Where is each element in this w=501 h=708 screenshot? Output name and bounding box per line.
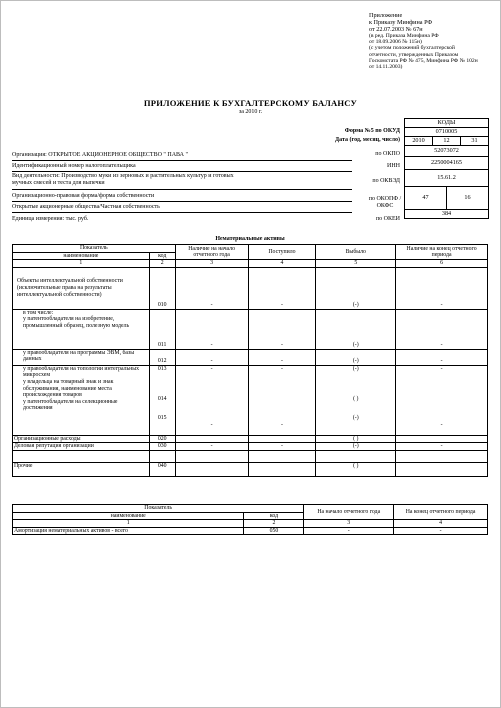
name-header: наименование [13,252,150,260]
row-start [175,462,248,476]
table-row [13,267,488,309]
column-number: 4 [248,260,316,268]
column-number: 5 [316,260,396,268]
received-header: Поступило [248,245,316,260]
row-name: Прочие [13,462,150,476]
start-header: Наличие на начало отчетного года [175,245,248,260]
note-line: Приложение [369,12,403,19]
row-code: 050 [244,527,304,535]
ownership-label: Открытые акционерные общества/Частная собственность [12,204,160,210]
row-code-text: 014 [157,396,167,403]
row-code: 010 [149,267,175,309]
row-received [248,450,316,462]
okud-label: Форма №5 по ОКУД [344,128,400,134]
name-header: наименование [13,512,244,520]
row-name [13,309,150,349]
column-number: 1 [13,520,244,528]
row-name [13,450,150,462]
column-number: 3 [304,520,394,528]
row-end: - [396,443,488,451]
row-value: ( ) [353,396,359,403]
okpo-label: по ОКПО [375,151,400,157]
note-line: отчетности, утвержденных Приказом [369,51,459,58]
column-number: 2 [149,260,175,268]
note-line: от 18.09.2006 № 115н) [369,39,422,46]
row-value: - [280,422,283,429]
note-line: к Приказу Минфина РФ [369,19,433,26]
okpo-value: 52073072 [405,146,488,157]
row-value: - [210,422,213,429]
row-code: 011 [149,309,175,349]
column-number: 2 [244,520,304,528]
column-number: 4 [394,520,488,528]
row-start [175,450,248,462]
okud-value: 0710005 [405,128,488,137]
row-end [396,365,488,435]
column-number: 1 [13,260,150,268]
okei-label: по ОКЕИ [375,216,400,222]
regulation-note [369,12,497,70]
row-name: Организационные расходы [13,435,150,443]
start-header: На начало отчетного года [304,505,394,520]
table-row [13,365,488,435]
okopf-value: 47 [405,187,447,209]
indicator-header: Показатель [13,505,304,513]
row-name: Деловая репутация организации [13,443,150,451]
row-received [248,435,316,443]
row-name-text: у правообладателя на топологии интегральных микросхем [23,365,140,379]
intangible-assets-table [12,244,488,477]
note-line: (в ред. Приказа Минфина РФ [369,33,439,39]
table-row [13,435,488,443]
row-code-text: 015 [157,414,167,421]
activity-line2: мучных смесей и теста для выпечки [12,180,105,186]
note-line: (с учетом положений бухгалтерской [369,45,455,52]
row-retired: (-) [316,349,396,365]
row-value: - [280,365,283,372]
row-name [13,365,150,435]
taxpayer-label: Идентификационный номер налогоплательщика [12,163,136,169]
row-received [248,462,316,476]
row-value: (-) [352,414,359,421]
amortization-table [12,504,488,535]
note-line: от 14.11.2003) [369,64,403,71]
inn-label: ИНН [387,163,400,169]
row-name: у правообладателя на программы ЭВМ, базы данных [13,349,150,365]
code-header: код [149,252,175,260]
date-year: 2010 [405,137,433,145]
indicator-header: Показатель [13,245,176,253]
row-subheader: в том числе: [23,309,54,316]
row-start: - [304,527,394,535]
end-header: Наличие на конец отчетного периода [396,245,488,260]
row-code-text: 013 [157,365,167,372]
date-month: 12 [433,137,461,145]
row-end: - [396,267,488,309]
okved-value: 15.61.2 [405,170,488,187]
row-value: - [440,365,443,372]
row-name-text: у патентообладателя на изобретение, промышленный образец, полезную модель [23,316,130,329]
row-end [396,435,488,443]
legal-form-label: Организационно-правовая форма/форма собственности [12,193,155,199]
table-row [13,527,488,535]
okei-value: 384 [441,210,452,217]
unit-label: Единица измерения: тыс. руб. [12,216,89,222]
document-title: ПРИЛОЖЕНИЕ К БУХГАЛТЕРСКОМУ БАЛАНСУ [143,98,358,108]
row-start: - [175,443,248,451]
row-code [149,365,175,435]
row-received: - [248,349,316,365]
table1-caption: Нематериальные активы [215,236,285,242]
row-end [396,450,488,462]
row-received: - [248,443,316,451]
row-code [149,450,175,462]
date-day: 31 [471,137,478,144]
row-value: - [210,365,213,372]
row-value: - [440,422,443,429]
table-row [13,443,488,451]
row-received: - [248,309,316,349]
okfs-value: 16 [464,194,471,201]
okved-label: по ОКВЭД [372,178,400,184]
row-retired [316,365,396,435]
retired-header: Выбыло [316,245,396,260]
code-header: код [244,512,304,520]
end-header: На конец отчетного периода [394,505,488,520]
row-name-text: у патентообладателя на селекционные достижения [23,398,118,412]
note-line: Госкомстата РФ № 475, Минфина РФ № 102н [369,57,478,64]
row-received [248,365,316,435]
column-numbers-row [13,260,488,268]
row-name-text: у владельца на товарный знак и знак обслуживания, наименование места происхождения товаров [23,378,114,399]
row-retired: (-) [316,443,396,451]
row-start: - [175,309,248,349]
row-retired [316,450,396,462]
row-code: 030 [149,443,175,451]
okopf-label: по ОКОПФ / ОКФС [368,196,402,209]
date-label: Дата (год, месяц, число) [335,137,400,143]
organization-name: Организация: ОТКРЫТОЕ АКЦИОНЕРНОЕ ОБЩЕСТВО " ПАВА " [12,152,188,158]
row-received: - [248,267,316,309]
table-row [13,349,488,365]
column-number: 6 [396,260,488,268]
table-row [13,462,488,476]
table-row-empty [13,450,488,462]
row-retired: (-) [316,309,396,349]
column-number: 3 [175,260,248,268]
row-code: 020 [149,435,175,443]
table-row [13,309,488,349]
row-start: - [175,267,248,309]
report-year: за 2010 г. [238,109,263,115]
row-name: Объекты интеллектуальной собственности (исключительные права на результаты интеллектуальной собственности) [13,267,150,309]
row-retired: (-) [316,267,396,309]
row-retired: ( ) [316,462,396,476]
column-numbers-row [13,520,488,528]
row-end [396,462,488,476]
row-start [175,365,248,435]
row-end: - [394,527,488,535]
activity-line1: Вид деятельности: Производство муки из зерновых и растительных культур и готовых [12,173,234,179]
note-line: от 22.07.2003 № 67н [369,26,423,33]
row-name: Амортизация нематериальных активов - всего [13,527,244,535]
codes-box [404,118,489,219]
row-end: - [396,309,488,349]
inn-value: 2250004165 [405,157,488,170]
row-code: 012 [149,349,175,365]
row-value: (-) [352,365,359,372]
okopf-okfs-values [405,187,488,210]
row-start [175,435,248,443]
row-end: - [396,349,488,365]
row-retired: ( ) [316,435,396,443]
row-code: 040 [149,462,175,476]
row-start: - [175,349,248,365]
date-values [405,137,488,146]
codes-header: КОДЫ [405,119,488,128]
